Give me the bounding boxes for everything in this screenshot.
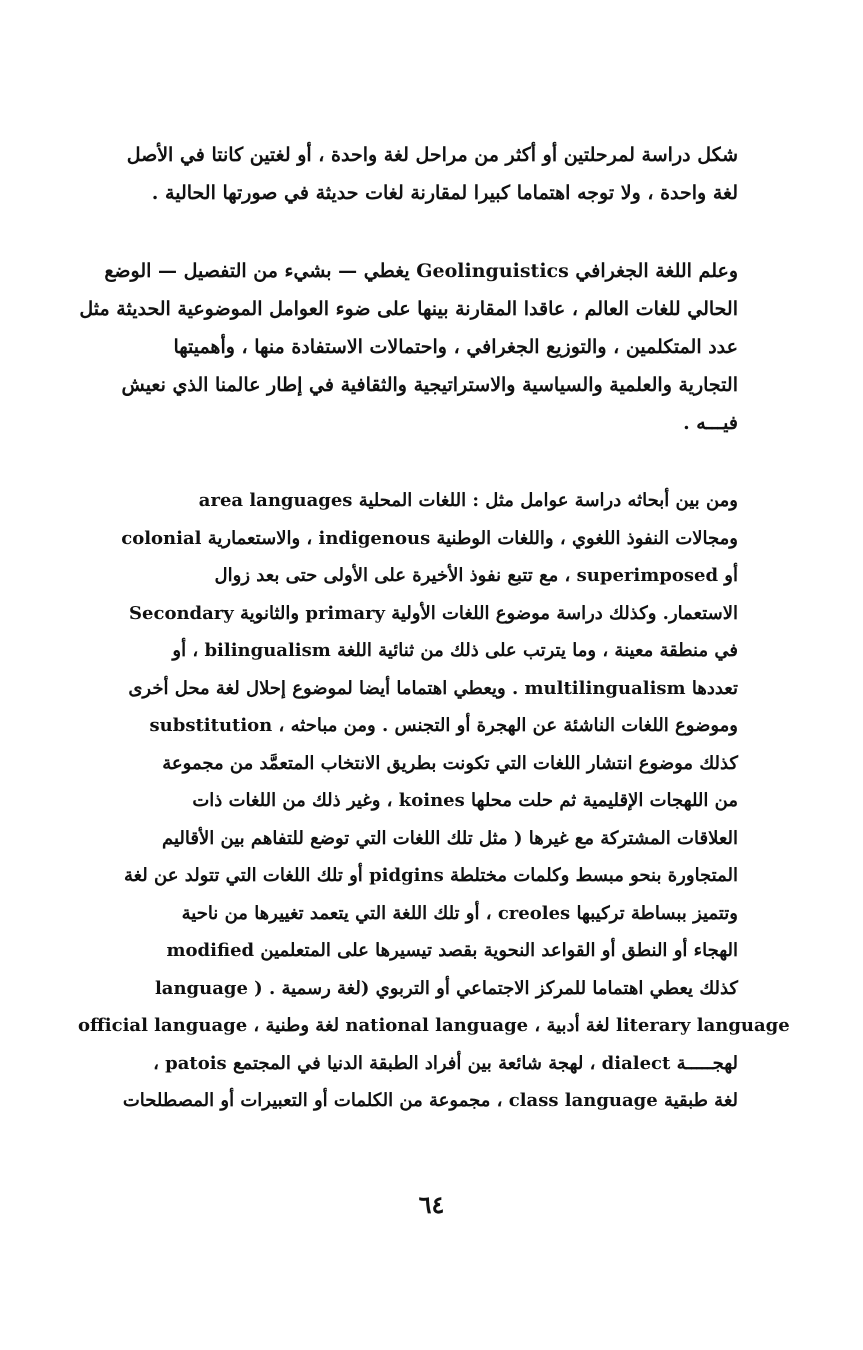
text-line: official language ، لغة وطنية national language ، لغة أدبية literary language [78,1015,790,1036]
text-line: من اللهجات الإقليمية ثم حلت محلها koines ، وغير ذلك من اللغات ذات [192,790,738,811]
text-line: كذلك موضوع انتشار اللغات التي تكونت بطريق الانتخاب المتعمَّد من مجموعة [162,752,738,774]
text-line: ومجالات النفوذ اللغوي ، واللغات الوطنية indigenous ، والاستعمارية colonial [121,527,738,549]
text-line: تعددها multilingualism . ويعطي اهتماما أيضا لموضوع إحلال لغة محل أخرى [128,677,738,699]
text-line: لهجـــــة dialect ، لهجة شائعة بين أفراد الطبقة الدنيا في المجتمع patois ، [153,1052,738,1074]
text-line: في منطقة معينة ، وما يترتب على ذلك من ثنائية اللغة bilingualism ، أو [172,640,738,661]
paragraph-1 [78,136,738,212]
paragraph-2 [78,252,738,442]
text-line: لغة طبقية class language ، مجموعة من الكلمات أو التعبيرات أو المصطلحات [122,1090,738,1111]
text-line: عدد المتكلمين ، والتوزيع الجغرافي ، واحتمالات الاستفادة منها ، وأهميتها [173,336,738,358]
text-line: التجارية والعلمية والسياسية والاستراتيجية والثقافية في إطار عالمنا الذي نعيش [121,374,738,396]
page-number: ٦٤ [418,1190,445,1219]
text-line: لغة واحدة ، ولا توجه اهتماما كبيرا لمقارنة لغات حديثة في صورتها الحالية . [151,182,738,204]
text-line: العلاقات المشتركة مع غيرها ( مثل تلك اللغات التي توضع للتفاهم بين الأقاليم [162,827,738,849]
text-line: الاستعمار. وكذلك دراسة موضوع اللغات الأولية primary والثانوية Secondary [129,602,738,624]
text-line: language ) . كذلك يعطي اهتماما للمركز الاجتماعي أو التربوي (لغة رسمية [154,977,738,999]
paragraph-3 [78,482,790,1120]
text-line: وتتميز ببساطة تركيبها creoles ، أو تلك اللغة التي يتعمد تغييرها من ناحية [181,902,738,924]
text-line: المتجاورة بنحو مبسط وكلمات مختلطة pidgins أو تلك اللغات التي تتولد عن لغة [123,865,738,886]
text-line: أو superimposed ، مع تتبع نفوذ الأخيرة على الأولى حتى بعد زوال [214,565,738,586]
text-line: شكل دراسة لمرحلتين أو أكثر من مراحل لغة واحدة ، أو لغتين كانتا في الأصل [126,144,738,166]
text-line: ومن بين أبحاثه دراسة عوامل مثل : اللغات المحلية area languages [198,490,738,511]
text-line: وعلم اللغة الجغرافي Geolinguistics يغطي — بشيء من التفصيل — الوضع [104,260,738,282]
text-line: الهجاء أو النطق أو القواعد النحوية بقصد تيسيرها على المتعلمين modified [166,940,738,961]
text-line: substitution ، وموضوع اللغات الناشئة عن الهجرة أو التجنس . ومن مباحثه [149,715,738,736]
text-line: فيـــه . [683,412,738,434]
text-line: الحالي للغات العالم ، عاقدا المقارنة بينها على ضوء العوامل الموضوعية الحديثة مثل [79,298,738,320]
